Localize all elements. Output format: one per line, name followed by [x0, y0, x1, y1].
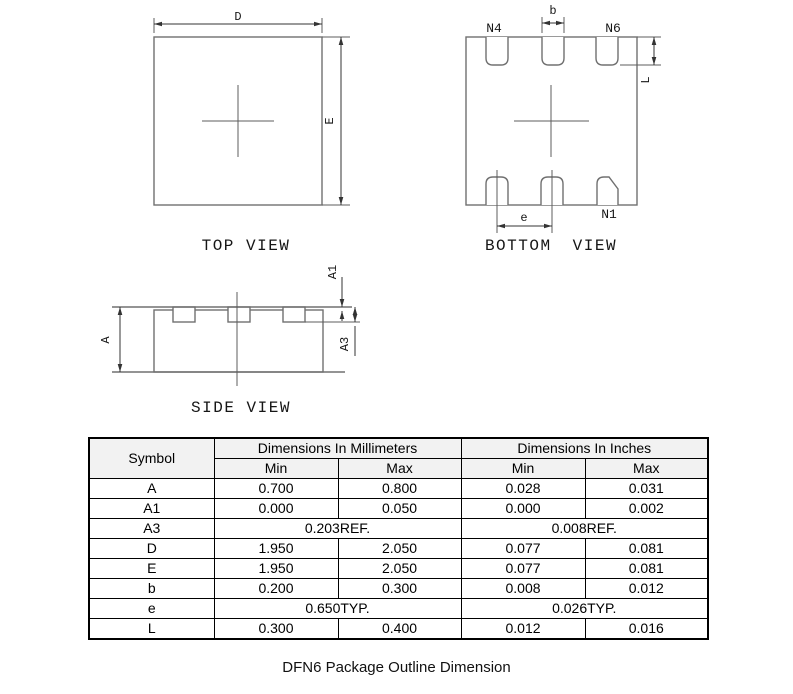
cell-symbol: E: [89, 559, 214, 579]
side-view-title: SIDE VIEW: [191, 399, 291, 417]
cell-mm-max: 0.800: [338, 479, 461, 499]
cell-mm-max: 2.050: [338, 559, 461, 579]
dim-label-a1: A1: [326, 264, 340, 280]
cell-in-min: 0.028: [461, 479, 585, 499]
cell-mm-min: 0.200: [214, 579, 338, 599]
bottom-view-title: BOTTOM VIEW: [484, 237, 618, 255]
pin-label-n4: N4: [486, 21, 502, 36]
header-millimeters: Dimensions In Millimeters: [214, 438, 461, 459]
cell-in-min: 0.077: [461, 559, 585, 579]
cell-mm-min: 0.300: [214, 619, 338, 640]
cell-symbol: L: [89, 619, 214, 640]
header-inches: Dimensions In Inches: [461, 438, 708, 459]
top-view-drawing: [154, 10, 350, 255]
pad: [486, 37, 508, 65]
cell-in-min: 0.012: [461, 619, 585, 640]
header-mm-min: Min: [214, 459, 338, 479]
dim-label-d: D: [234, 10, 242, 24]
cell-symbol: b: [89, 579, 214, 599]
cell-mm-min: 0.000: [214, 499, 338, 519]
cell-in-min: 0.077: [461, 539, 585, 559]
top-view-title: TOP VIEW: [201, 237, 291, 255]
header-in-min: Min: [461, 459, 585, 479]
cell-symbol: A3: [89, 519, 214, 539]
pad: [542, 37, 564, 65]
pad-pin1-chamfered: [597, 177, 618, 205]
cell-mm-max: 2.050: [338, 539, 461, 559]
dimensions-table: [88, 437, 709, 640]
pin-label-n1: N1: [601, 207, 617, 222]
cell-symbol: A: [89, 479, 214, 499]
side-view-drawing: [99, 265, 360, 417]
cell-in-min: 0.008: [461, 579, 585, 599]
cell-symbol: e: [89, 599, 214, 619]
cell-symbol: D: [89, 539, 214, 559]
cell-in-max: 0.012: [585, 579, 708, 599]
dim-label-a: A: [99, 336, 113, 344]
dim-label-b: b: [549, 4, 557, 18]
lead: [283, 307, 305, 322]
dim-label-a3: A3: [338, 336, 352, 352]
table-row: [89, 599, 708, 619]
lead: [228, 307, 250, 322]
cell-mm-max: 0.400: [338, 619, 461, 640]
cell-in-max: 0.016: [585, 619, 708, 640]
cell-mm-min: 1.950: [214, 539, 338, 559]
table-row: [89, 539, 708, 559]
table-row: [89, 499, 708, 519]
table-row: [89, 619, 708, 640]
pin-label-n6: N6: [605, 21, 621, 36]
cell-in-max: 0.081: [585, 559, 708, 579]
dim-label-e-pitch: e: [520, 211, 528, 225]
cell-in-span: 0.008REF.: [461, 519, 708, 539]
header-symbol: Symbol: [89, 438, 214, 479]
cell-symbol: A1: [89, 499, 214, 519]
cell-in-max: 0.081: [585, 539, 708, 559]
table-row: [89, 519, 708, 539]
header-in-max: Max: [585, 459, 708, 479]
dim-label-e: E: [323, 117, 337, 125]
cell-mm-min: 0.700: [214, 479, 338, 499]
cell-in-min: 0.000: [461, 499, 585, 519]
cell-mm-min: 1.950: [214, 559, 338, 579]
table-row: [89, 479, 708, 499]
cell-mm-span: 0.650TYP.: [214, 599, 461, 619]
dim-label-l: L: [639, 76, 653, 84]
figure-caption: DFN6 Package Outline Dimension: [282, 659, 511, 676]
pad: [596, 37, 618, 65]
table-row: [89, 559, 708, 579]
bottom-view-drawing: [466, 4, 661, 255]
cell-in-span: 0.026TYP.: [461, 599, 708, 619]
table-row: [89, 579, 708, 599]
table-header-row: [89, 438, 708, 459]
cell-mm-span: 0.203REF.: [214, 519, 461, 539]
lead: [173, 307, 195, 322]
header-mm-max: Max: [338, 459, 461, 479]
cell-mm-max: 0.300: [338, 579, 461, 599]
cell-in-max: 0.031: [585, 479, 708, 499]
cell-mm-max: 0.050: [338, 499, 461, 519]
cell-in-max: 0.002: [585, 499, 708, 519]
